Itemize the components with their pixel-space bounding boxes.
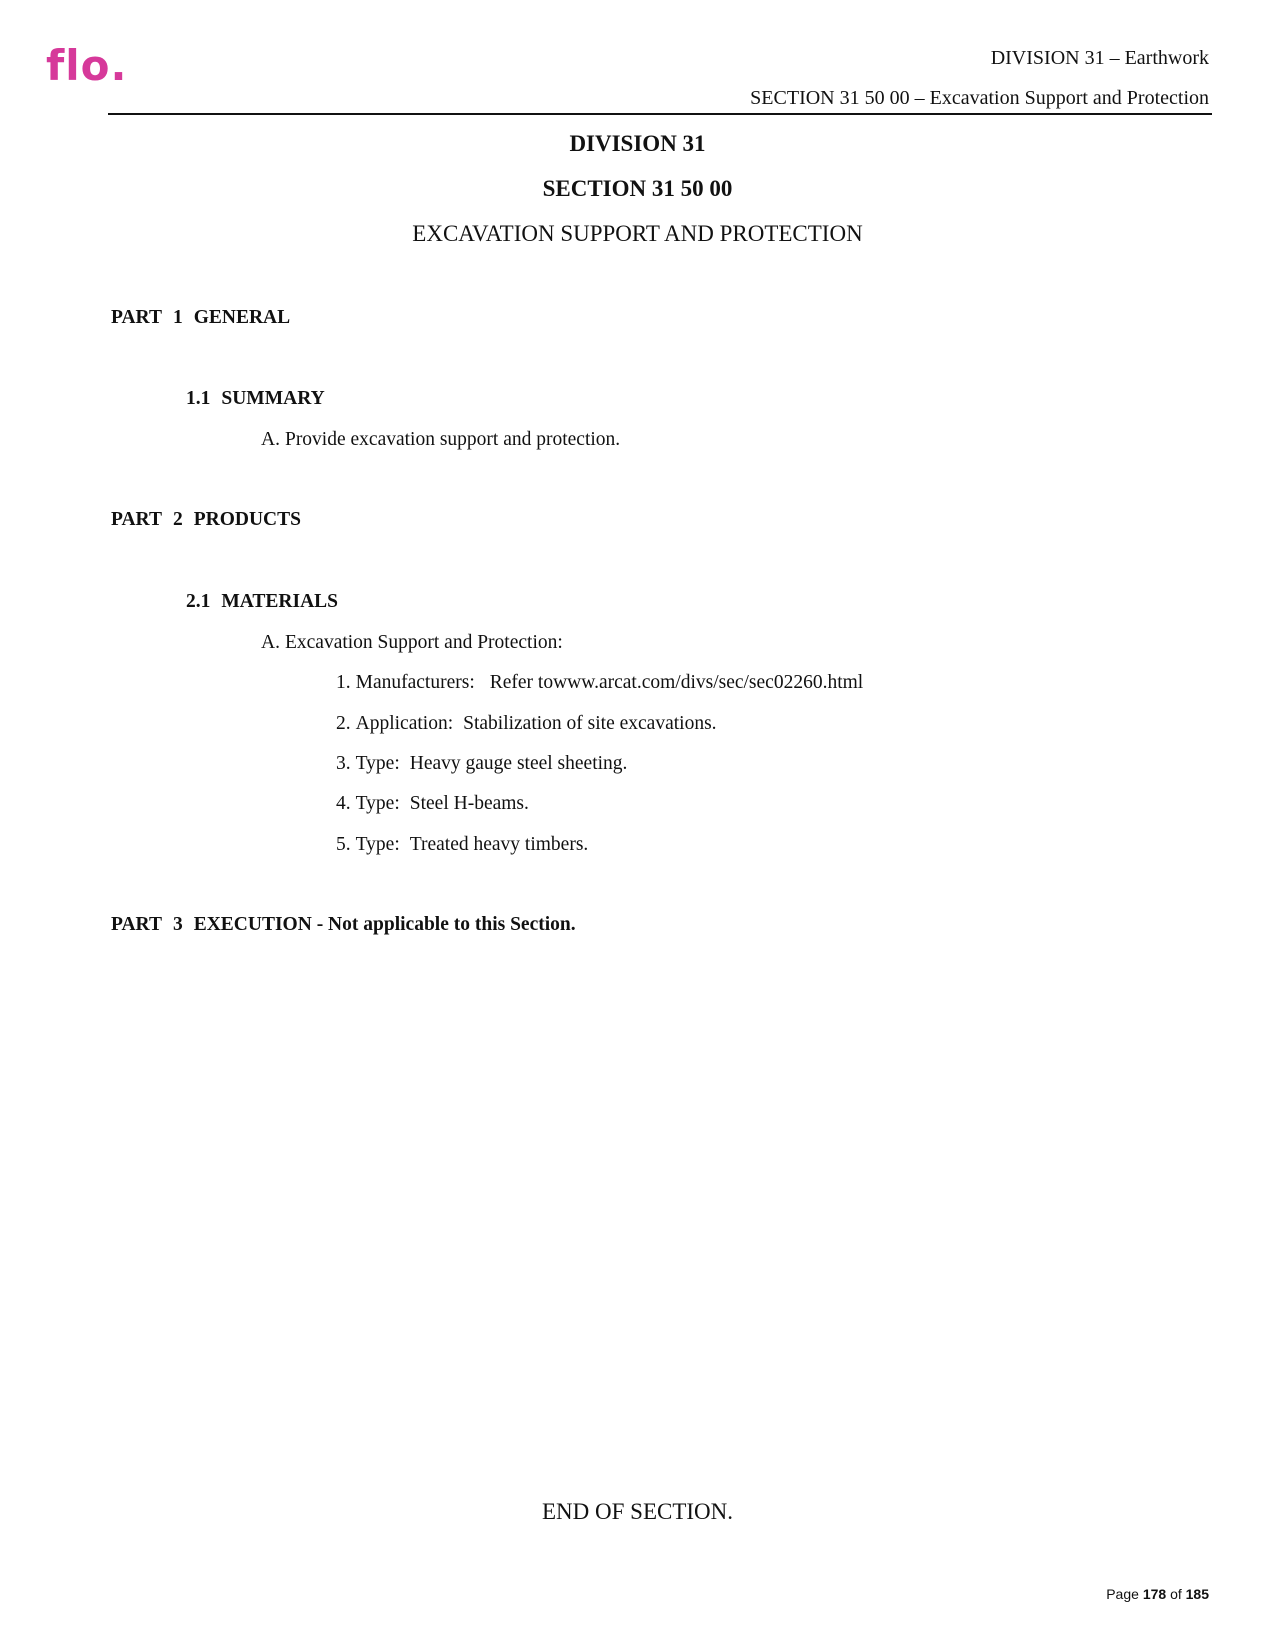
part-number: 2 <box>172 509 183 530</box>
item-label: Manufacturers: <box>355 672 475 693</box>
item-number: 1. <box>336 672 351 693</box>
article-number: 1.1 <box>186 388 211 409</box>
list-item <box>336 833 588 857</box>
item-number: 3. <box>336 753 351 774</box>
paragraph-text: Provide excavation support and protection. <box>284 429 621 450</box>
header-division: DIVISION 31 – Earthwork <box>990 47 1209 69</box>
item-text: Refer towww.arcat.com/divs/sec/sec02260.html <box>489 672 864 693</box>
item-text: Heavy gauge steel sheeting. <box>409 753 628 774</box>
paragraph-1-1-a <box>261 428 620 452</box>
part-title: PRODUCTS <box>193 509 301 530</box>
part-number: 3 <box>172 914 183 935</box>
part-label: PART <box>111 914 162 935</box>
title-section-name: EXCAVATION SUPPORT AND PROTECTION <box>412 221 863 246</box>
list-item <box>336 671 863 695</box>
paragraph-text: Excavation Support and Protection: <box>284 632 563 653</box>
item-number: 4. <box>336 793 351 814</box>
list-item <box>336 792 529 816</box>
item-label: Type: <box>355 793 400 814</box>
header-rule <box>108 113 1212 115</box>
part-title: EXECUTION <box>193 914 312 935</box>
article-title: MATERIALS <box>221 591 339 612</box>
part-2-heading <box>111 508 301 532</box>
article-title: SUMMARY <box>221 388 325 409</box>
paragraph-2-1-a <box>261 631 563 655</box>
part-note: - Not applicable to this Section. <box>311 914 576 935</box>
paragraph-letter: A. <box>261 632 280 653</box>
part-label: PART <box>111 509 162 530</box>
paragraph-letter: A. <box>261 429 280 450</box>
article-1-1-heading <box>186 387 325 411</box>
title-division: DIVISION 31 <box>569 131 706 156</box>
list-item <box>336 752 627 776</box>
article-2-1-heading <box>186 590 338 614</box>
of-word: of <box>1170 1586 1182 1602</box>
part-1-heading <box>111 306 290 330</box>
list-item <box>336 712 717 736</box>
title-section: SECTION 31 50 00 <box>542 176 733 201</box>
svg-text:flo.: flo. <box>46 44 128 88</box>
item-number: 2. <box>336 713 351 734</box>
item-label: Type: <box>355 753 400 774</box>
item-text: Stabilization of site excavations. <box>463 713 717 734</box>
flo-logo <box>46 44 146 88</box>
header-section: SECTION 31 50 00 – Excavation Support and Protection <box>750 87 1209 109</box>
item-label: Application: <box>355 713 454 734</box>
article-number: 2.1 <box>186 591 211 612</box>
part-label: PART <box>111 307 162 328</box>
total-pages: 185 <box>1185 1586 1209 1602</box>
item-label: Type: <box>355 834 400 855</box>
end-of-section: END OF SECTION. <box>541 1499 734 1524</box>
item-number: 5. <box>336 834 351 855</box>
part-number: 1 <box>172 307 183 328</box>
item-text: Treated heavy timbers. <box>409 834 589 855</box>
part-3-heading <box>111 913 576 937</box>
page-counter <box>1106 1585 1209 1603</box>
item-text: Steel H-beams. <box>409 793 529 814</box>
part-title: GENERAL <box>193 307 291 328</box>
current-page: 178 <box>1142 1586 1167 1602</box>
page-word: Page <box>1106 1586 1139 1602</box>
